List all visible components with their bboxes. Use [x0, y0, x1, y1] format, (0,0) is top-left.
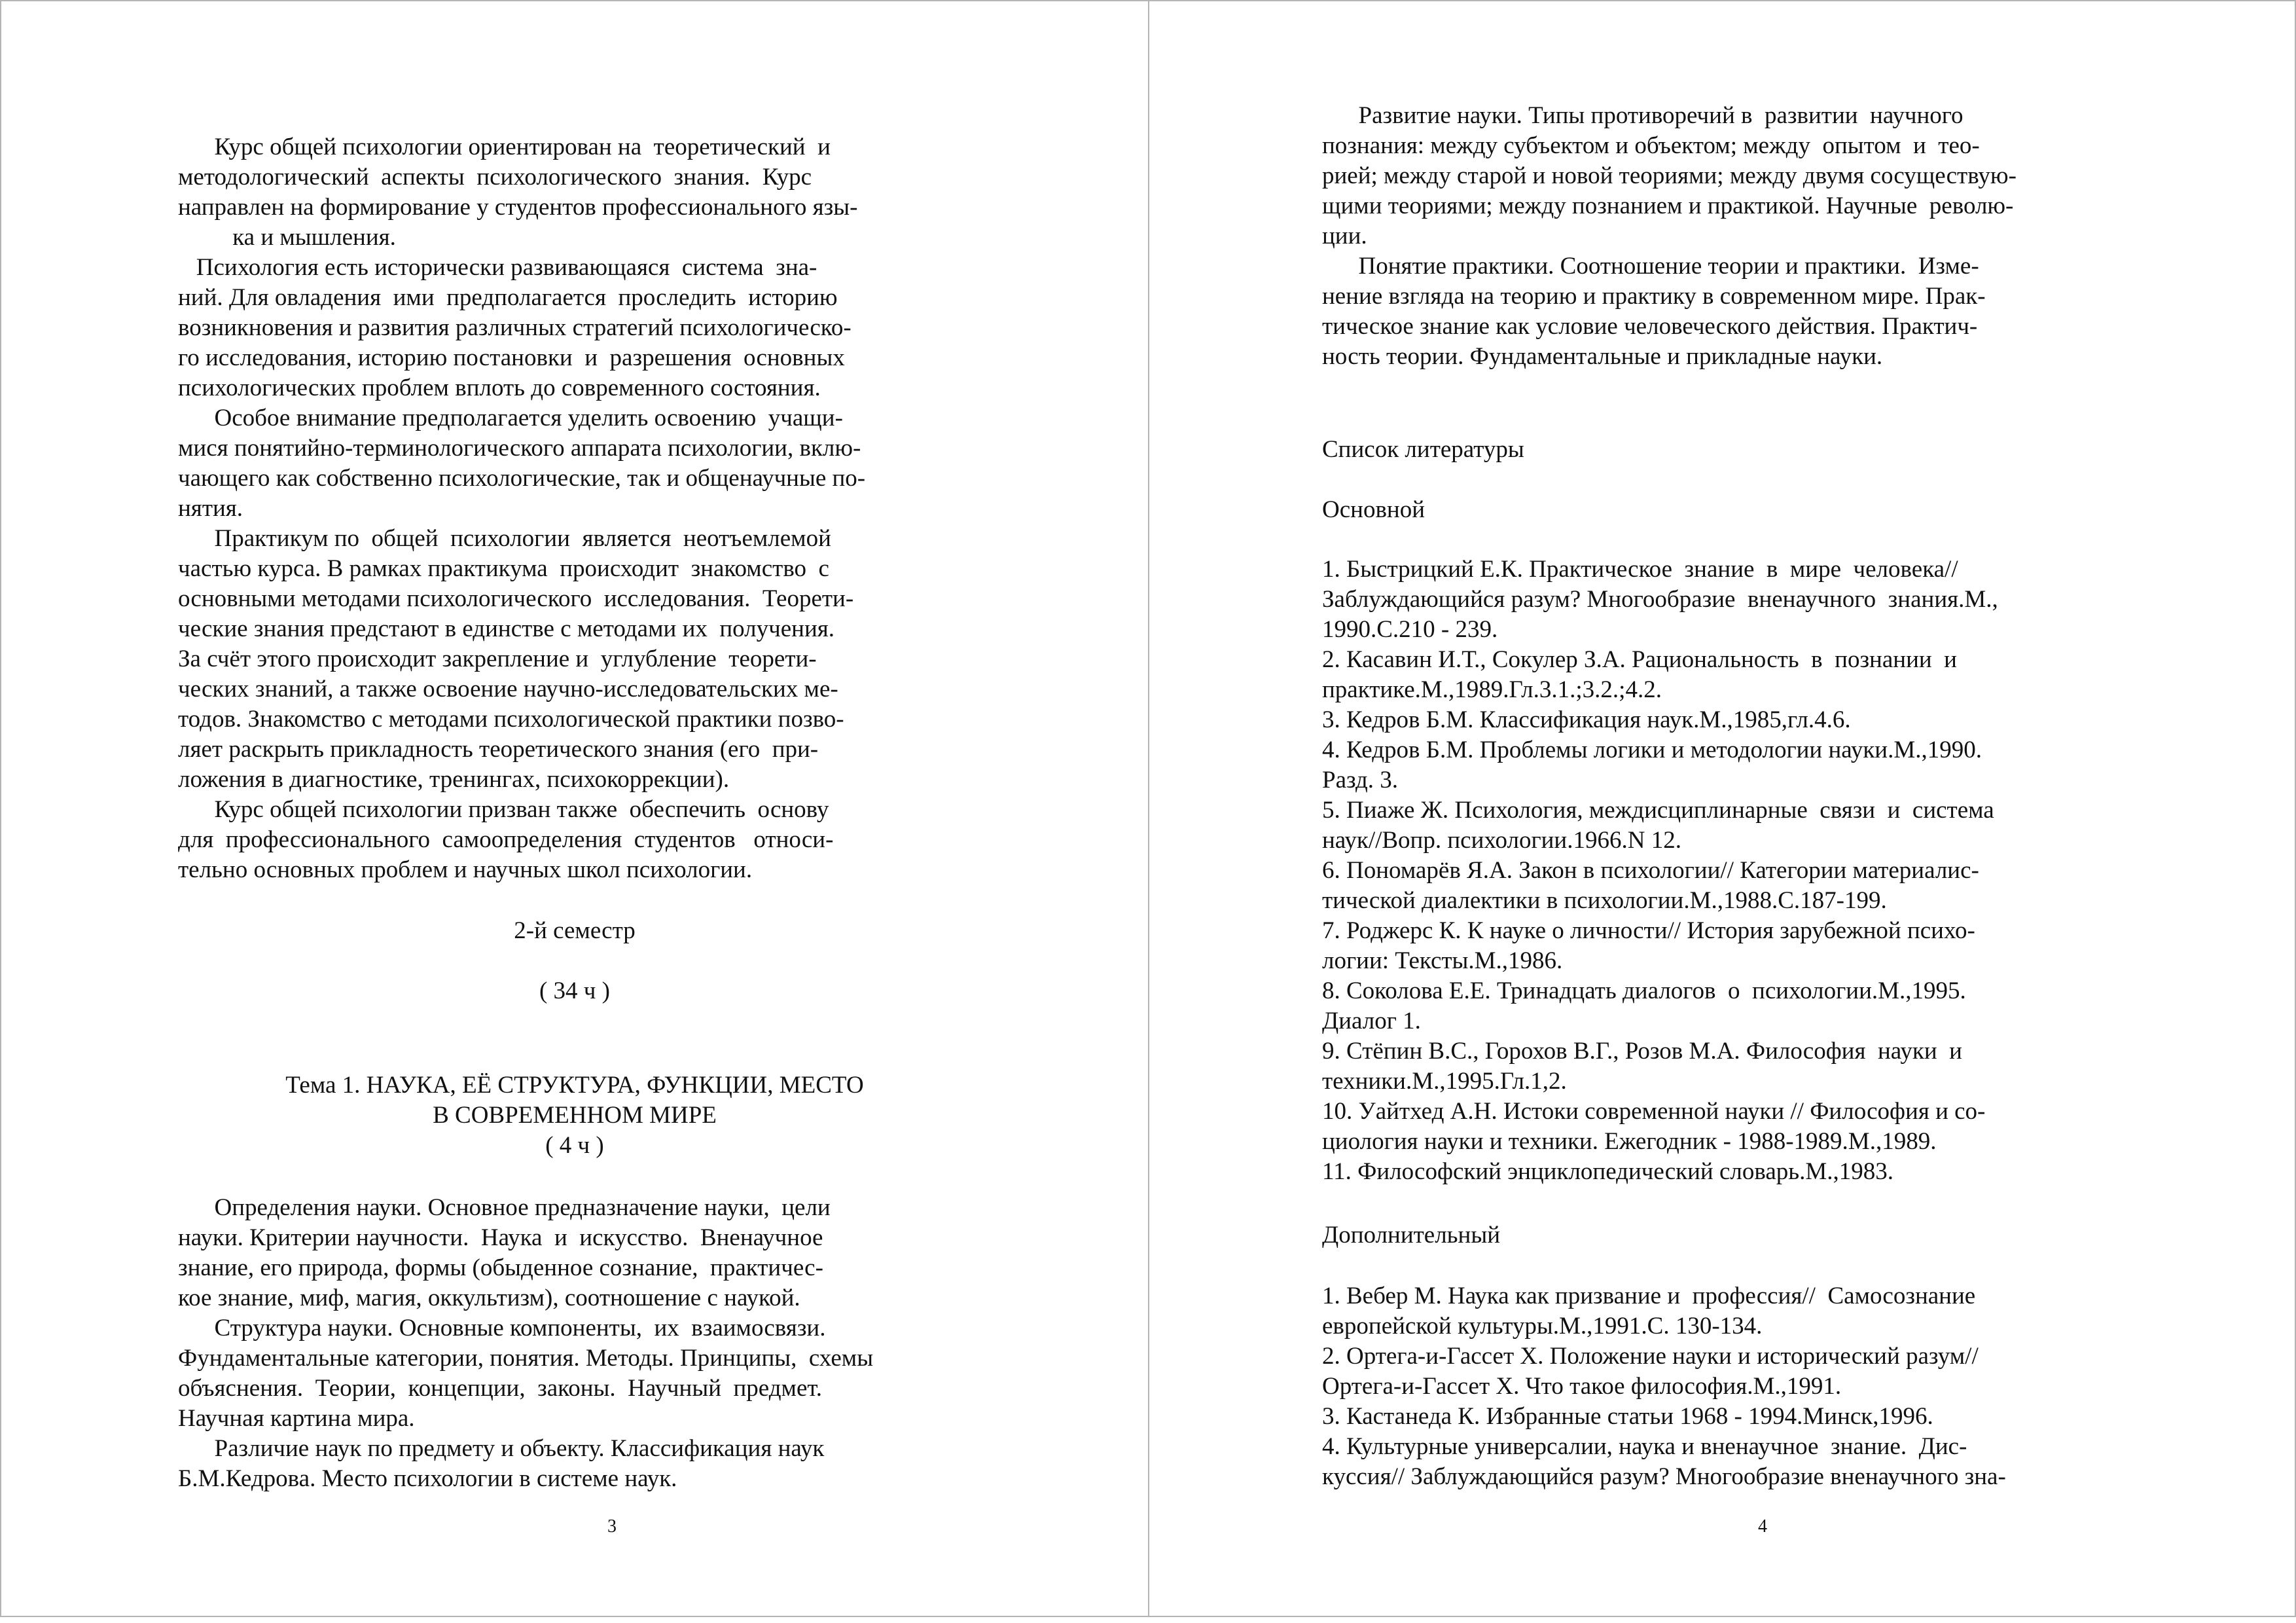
text-line: Психология есть исторически развивающаяся система зна- — [178, 254, 817, 281]
list-item-line: Диалог 1. — [1322, 1008, 1421, 1034]
list-item-line: 2. Касавин И.Т., Сокулер З.А. Рациональность в познании и — [1322, 646, 1957, 673]
text-line: методологический аспекты психологического знания. Курс — [178, 164, 812, 191]
text-line: ложения в диагностике, тренингах, психокоррекции). — [178, 766, 730, 793]
additional-literature-list — [1322, 1281, 2121, 1492]
list-item-line: Ортега-и-Гассет Х. Что такое философия.М.,1991. — [1322, 1373, 1842, 1400]
text-line: объяснения. Теории, концепции, законы. Научный предмет. — [178, 1375, 823, 1402]
text-line: Развитие науки. Типы противоречий в развитии научного — [1322, 102, 1964, 129]
text-line: ний. Для овладения ими предполагается проследить историю — [178, 284, 838, 311]
text-line: знание, его природа, формы (обыденное сознание, практичес- — [178, 1254, 823, 1281]
text-line: Определения науки. Основное предназначение науки, цели — [178, 1194, 831, 1221]
additional-literature-heading: Дополнительный — [1322, 1222, 1501, 1249]
text-line: ляет раскрыть прикладность теоретического знания (его при- — [178, 736, 819, 763]
course-intro-text — [178, 132, 950, 885]
text-line: основными методами психологического исследования. Теорети- — [178, 585, 854, 612]
text-line: мися понятийно-терминологического аппарата психологии, вклю- — [178, 435, 861, 462]
text-line: тельно основных проблем и научных школ психологии. — [178, 856, 753, 883]
text-line: го исследования, историю постановки и разрешения основных — [178, 344, 845, 371]
text-line: Б.М.Кедрова. Место психологии в системе наук. — [178, 1465, 677, 1492]
topic-body-text — [178, 1193, 950, 1494]
list-item-line: 3. Кастанеда К. Избранные статьи 1968 - 1994.Минск,1996. — [1322, 1403, 1933, 1430]
topic-title-line-1: Тема 1. НАУКА, ЕЁ СТРУКТУРА, ФУНКЦИИ, МЕСТО — [285, 1072, 864, 1099]
list-item-line: Заблуждающийся разум? Многообразие вненаучного знания.М., — [1322, 586, 1998, 613]
text-line: рией; между старой и новой теориями; между двумя сосуществую- — [1322, 162, 2017, 189]
main-literature-heading: Основной — [1322, 496, 1426, 523]
text-line: частью курса. В рамках практикума происходит знакомство с — [178, 555, 829, 582]
text-line: нятия. — [178, 495, 243, 522]
list-item-line: наук//Вопр. психологии.1966.N 12. — [1322, 827, 1681, 854]
list-item-line: циология науки и техники. Ежегодник - 1988-1989.М.,1989. — [1322, 1128, 1937, 1155]
list-item-line: 6. Пономарёв Я.А. Закон в психологии// Категории материалис- — [1322, 857, 1979, 884]
list-item-line: 3. Кедров Б.М. Классификация наук.М.,1985,гл.4.6. — [1322, 706, 1851, 733]
page-number: 4 — [1758, 1516, 1767, 1537]
main-literature-list — [1322, 555, 2121, 1187]
text-line: ность теории. Фундаментальные и прикладные науки. — [1322, 343, 1883, 370]
list-item-line: 2. Ортега-и-Гассет Х. Положение науки и исторический разум// — [1322, 1343, 1979, 1370]
text-line: тическое знание как условие человеческого действия. Практич- — [1322, 313, 1978, 340]
list-item-line: 5. Пиаже Ж. Психология, междисциплинарные связи и система — [1322, 797, 1994, 824]
list-item-line: тической диалектики в психологии.М.,1988.С.187-199. — [1322, 887, 1887, 914]
text-line: психологических проблем вплоть до современного состояния. — [178, 374, 821, 401]
text-line: Понятие практики. Соотношение теории и практики. Изме- — [1322, 253, 1979, 280]
text-line: науки. Критерии научности. Наука и искусство. Вненаучное — [178, 1224, 823, 1251]
text-line: Курс общей психологии призван также обеспечить основу — [178, 796, 829, 823]
text-line: для профессионального самоопределения студентов относи- — [178, 826, 834, 853]
text-line: ческих знаний, а также освоение научно-исследовательских ме- — [178, 676, 838, 702]
topic-title-line-2: В СОВРЕМЕННОМ МИРЕ — [433, 1102, 717, 1129]
list-item-line: куссия// Заблуждающийся разум? Многообразие вненаучного зна- — [1322, 1463, 2006, 1490]
text-line: нение взгляда на теорию и практику в современном мире. Прак- — [1322, 283, 1986, 310]
text-line: Курс общей психологии ориентирован на теоретический и — [178, 134, 831, 160]
list-item-line: 1. Быстрицкий Е.К. Практическое знание в мире человека// — [1322, 556, 1958, 583]
list-item-line: 7. Роджерс К. К науке о личности// История зарубежной психо- — [1322, 917, 1975, 944]
text-line: тодов. Знакомство с методами психологической практики позво- — [178, 706, 844, 733]
page-number: 3 — [607, 1516, 617, 1537]
list-item-line: 9. Стёпин В.С., Горохов В.Г., Розов М.А. Философия науки и — [1322, 1038, 1962, 1065]
semester-heading: 2-й семестр — [514, 917, 636, 944]
list-item-line: 4. Культурные универсалии, наука и вненаучное знание. Дис- — [1322, 1433, 1967, 1460]
text-line: Особое внимание предполагается уделить освоению учащи- — [178, 405, 843, 431]
text-line: Структура науки. Основные компоненты, их взаимосвязи. — [178, 1315, 826, 1341]
text-line: направлен на формирование у студентов профессионального язы- — [178, 194, 858, 221]
right-page — [1148, 0, 2296, 1617]
text-line: возникновения и развития различных стратегий психологическо- — [178, 314, 852, 341]
text-line: Различие наук по предмету и объекту. Классификация наук — [178, 1435, 825, 1462]
list-item-line: европейской культуры.М.,1991.С. 130-134. — [1322, 1313, 1763, 1340]
list-item-line: практике.М.,1989.Гл.3.1.;3.2.;4.2. — [1322, 676, 1662, 703]
text-line: познания: между субъектом и объектом; между опытом и тео- — [1322, 132, 1980, 159]
topic-hours: ( 4 ч ) — [545, 1132, 604, 1159]
text-line: За счёт этого происходит закрепление и углубление теорети- — [178, 646, 817, 672]
list-item-line: 4. Кедров Б.М. Проблемы логики и методологии науки.М.,1990. — [1322, 737, 1982, 763]
text-line: ка и мышления. — [178, 224, 396, 251]
bibliography-title: Список литературы — [1322, 436, 1524, 463]
semester-hours: ( 34 ч ) — [539, 977, 610, 1004]
list-item-line: 11. Философский энциклопедический словарь.М.,1983. — [1322, 1158, 1894, 1185]
text-line: кое знание, миф, магия, оккультизм), соотношение с наукой. — [178, 1285, 800, 1311]
list-item-line: логии: Тексты.М.,1986. — [1322, 947, 1563, 974]
text-line: Практикум по общей психологии является неотъемлемой — [178, 525, 831, 552]
text-line: щими теориями; между познанием и практикой. Научные револю- — [1322, 192, 2014, 219]
list-item-line: Разд. 3. — [1322, 767, 1399, 793]
list-item-line: 10. Уайтхед А.Н. Истоки современной науки // Философия и со- — [1322, 1098, 1986, 1125]
list-item-line: техники.М.,1995.Гл.1,2. — [1322, 1068, 1567, 1095]
text-line: ческие знания предстают в единстве с методами их получения. — [178, 615, 835, 642]
left-page — [0, 0, 1149, 1617]
text-line: Научная картина мира. — [178, 1405, 415, 1432]
list-item-line: 1. Вебер М. Наука как призвание и профессия// Самосознание — [1322, 1283, 1976, 1309]
text-line: ции. — [1322, 223, 1367, 249]
list-item-line: 8. Соколова Е.Е. Тринадцать диалогов о психологии.М.,1995. — [1322, 977, 1966, 1004]
text-line: Фундаментальные категории, понятия. Методы. Принципы, схемы — [178, 1345, 874, 1372]
text-line: чающего как собственно психологические, так и общенаучные по- — [178, 465, 866, 492]
science-development-text — [1322, 101, 2121, 372]
list-item-line: 1990.С.210 - 239. — [1322, 616, 1498, 643]
